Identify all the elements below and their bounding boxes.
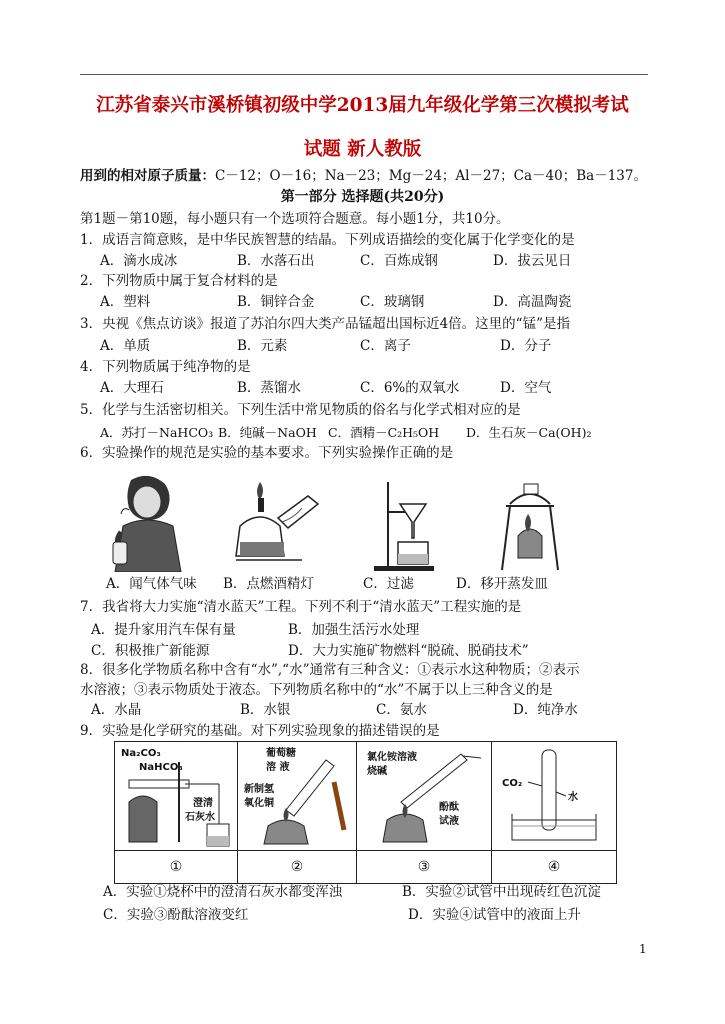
- question-5-option-c: C．酒精－C₂H₅OH: [328, 425, 440, 440]
- experiment-3-figure: [357, 742, 492, 851]
- section-heading: 第一部分 选择题(共20分): [280, 189, 445, 205]
- question-7-option-d: D．大力实施矿物燃料“脱硫、脱硝技术”: [288, 643, 529, 659]
- question-2-option-d: D．高温陶瓷: [493, 294, 572, 310]
- page-title: 江苏省泰兴市溪桥镇初级中学2013届九年级化学第三次模拟考试: [96, 95, 629, 116]
- experiment-1-number: ①: [115, 851, 238, 884]
- question-2-option-a: A．塑料: [100, 294, 151, 310]
- question-9-option-a: A．实验①烧杯中的澄清石灰水都变浑浊: [103, 884, 343, 900]
- question-1-option-d: D．拔云见日: [493, 253, 572, 269]
- question-5-option-d: D．生石灰－Ca(OH)₂: [466, 425, 592, 440]
- figure-filtration: [360, 478, 440, 574]
- section-instruction: 第1题－第10题，每小题只有一个选项符合题意。每小题1分，共10分。: [80, 211, 510, 227]
- question-4-stem: 4．下列物质属于纯净物的是: [80, 359, 251, 375]
- question-9-stem: 9．实验是化学研究的基础。对下列实验现象的描述错误的是: [80, 723, 440, 739]
- question-1-option-c: C．百炼成钢: [360, 253, 438, 269]
- question-7-option-c: C．积极推广新能源: [91, 643, 210, 659]
- figure-alcohol-lamp: [222, 478, 322, 574]
- question-7-option-a: A．提升家用汽车保有量: [91, 622, 236, 638]
- figure-evaporating-dish: [496, 476, 566, 574]
- experiment-2-number: ②: [238, 851, 357, 884]
- question-6-stem: 6．实验操作的规范是实验的基本要求。下列实验操作正确的是: [80, 445, 454, 461]
- question-1-option-a: A．滴水成冰: [100, 253, 178, 269]
- question-7-stem: 7．我省将大力实施“清水蓝天”工程。下列不利于“清水蓝天”工程实施的是: [80, 599, 522, 615]
- fig2-label-new: 新制氢: [244, 784, 274, 795]
- question-3-option-a: A．单质: [100, 338, 151, 354]
- question-4-option-b: B．蒸馏水: [237, 380, 301, 396]
- question-3-stem: 3．央视《焦点访谈》报道了苏泊尔四大类产品锰超出国标近4倍。这里的“锰”是指: [80, 316, 570, 332]
- question-8-option-b: B．水银: [240, 702, 291, 718]
- question-6-option-a: A．闻气体气味: [106, 576, 197, 592]
- experiment-1-figure: [115, 742, 238, 851]
- question-6-option-c: C．过滤: [363, 576, 414, 592]
- fig2-label-solution: 溶 液: [266, 762, 290, 773]
- question-1-stem: 1．成语言简意赅，是中华民族智慧的结晶。下列成语描绘的变化属于化学变化的是: [80, 232, 575, 248]
- fig2-label-copper: 氧化铜: [244, 798, 274, 809]
- fig4-label-co2: CO₂: [502, 778, 523, 789]
- question-8-stem-2: 水溶液；③表示物质处于液态。下列物质名称中的“水”不属于以上三种含义的是: [80, 682, 553, 698]
- experiment-2-figure: [238, 742, 357, 851]
- question-4-option-a: A．大理石: [100, 380, 164, 396]
- page-subtitle: 试题 新人教版: [303, 139, 422, 160]
- question-8-option-a: A．水晶: [91, 702, 142, 718]
- question-4-option-d: D．空气: [500, 380, 552, 396]
- fig3-label-naoh: 烧碱: [367, 766, 387, 777]
- fig3-label-nh4cl: 氯化铵溶液: [367, 752, 417, 763]
- fig3-label-reagent: 试液: [439, 816, 459, 827]
- question-2-option-c: C．玻璃钢: [360, 294, 425, 310]
- question-9-option-c: C．实验③酚酞溶液变红: [103, 907, 249, 923]
- page-number: 1: [639, 942, 647, 956]
- question-9-option-b: B．实验②试管中出现砖红色沉淀: [402, 884, 601, 900]
- fig3-label-phenol: 酚酞: [439, 802, 459, 813]
- question-8-stem-1: 8．很多化学物质名称中含有“水”,“水”通常有三种含义：①表示水这种物质；②表示: [80, 662, 580, 678]
- question-5-stem: 5．化学与生活密切相关。下列生活中常见物质的俗名与化学式相对应的是: [80, 402, 521, 418]
- fig4-label-water: 水: [568, 792, 578, 803]
- fig2-label-glucose: 葡萄糖: [266, 748, 296, 759]
- atomic-mass-values: C－12；O－16；Na－23；Mg－24；Al－27；Ca－40；Ba－137。: [215, 168, 647, 184]
- question-3-option-d: D．分子: [500, 338, 552, 354]
- question-1-option-b: B．水落石出: [237, 253, 315, 269]
- question-5-option-b: B．纯碱－NaOH: [218, 425, 317, 440]
- question-3-option-c: C．离子: [360, 338, 411, 354]
- experiment-table: [114, 741, 617, 884]
- experiment-3-number: ③: [357, 851, 492, 884]
- fig1-label-clear: 澄清: [193, 798, 213, 809]
- fig1-label-limewater: 石灰水: [185, 812, 215, 823]
- atomic-mass-line: [80, 166, 647, 186]
- question-2-stem: 2．下列物质中属于复合材料的是: [80, 273, 278, 289]
- experiment-4-figure: [492, 742, 617, 851]
- fig1-label-na2co3: Na₂CO₃: [121, 748, 161, 759]
- question-8-option-d: D．纯净水: [513, 702, 578, 718]
- question-8-option-c: C．氨水: [376, 702, 427, 718]
- question-5-option-a: A．苏打－NaHCO₃: [100, 425, 214, 440]
- header-rule: [80, 74, 648, 75]
- question-3-option-b: B．元素: [237, 338, 288, 354]
- question-6-option-b: B．点燃酒精灯: [223, 576, 314, 592]
- experiment-4-number: ④: [492, 851, 617, 884]
- question-2-option-b: B．铜锌合金: [237, 294, 315, 310]
- fig1-label-nahco3: NaHCO₃: [139, 762, 183, 773]
- figure-smell-gas: [103, 470, 193, 572]
- question-9-option-d: D．实验④试管中的液面上升: [408, 907, 581, 923]
- question-4-option-c: C．6%的双氧水: [360, 380, 460, 396]
- question-7-option-b: B．加强生活污水处理: [288, 622, 420, 638]
- atomic-mass-label: 用到的相对原子质量：: [80, 168, 215, 184]
- question-6-option-d: D．移开蒸发皿: [456, 576, 548, 592]
